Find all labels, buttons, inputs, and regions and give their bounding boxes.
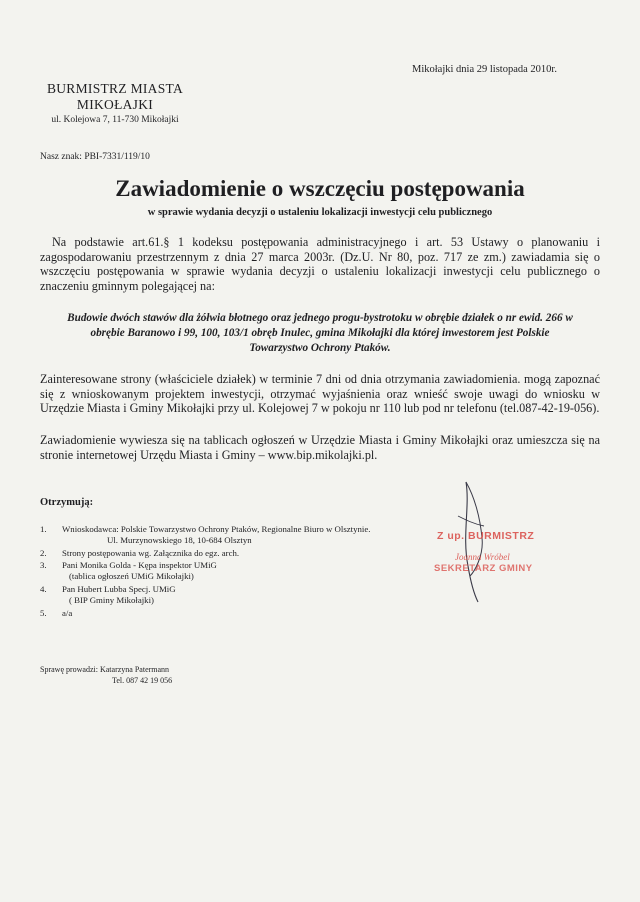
document-subtitle: w sprawie wydania decyzji o ustaleniu lokalizacji inwestycji celu publicznego (147, 207, 493, 218)
document-date: Mikołajki dnia 29 listopada 2010r. (412, 64, 557, 75)
list-item-text: Pan Hubert Lubba Specj. UMiG (62, 583, 176, 594)
list-item-number: 5. (40, 607, 47, 618)
prepared-by-name: Sprawę prowadzi: Katarzyna Patermann (40, 665, 170, 674)
list-item-text: Pani Monika Golda - Kępa inspektor UMiG (62, 560, 217, 571)
list-item-number: 4. (40, 583, 47, 594)
list-item-subtext: ( BIP Gminy Mikołajki) (69, 594, 154, 605)
list-item-number: 3. (40, 560, 47, 571)
publication-paragraph: Zawiadomienie wywiesza się na tablicach ogłoszeń w Urzędzie Miasta i Gminy Mikołajki oraz umieszcza się na stronie internetowej Urzędu Miasta i Gminy – www.bip.mikolajki.pl. (40, 433, 600, 462)
list-item-text: Strony postępowania wg. Załącznika do egz. arch. (62, 547, 240, 558)
reference-number: Nasz znak: PBI-7331/119/10 (40, 152, 150, 162)
list-item-number: 2. (40, 547, 47, 558)
prepared-by-phone: Tel. 087 42 19 056 (112, 676, 173, 685)
list-item-text: Wnioskodawca: Polskie Towarzystwo Ochrony Ptaków, Regionalne Biuro w Olsztynie. (62, 524, 371, 534)
stamp-title: SEKRETARZ GMINY (434, 563, 533, 574)
list-item-text: a/a (62, 607, 73, 618)
issuer-address: ul. Kolejowa 7, 11-730 Mikołajki (51, 115, 179, 125)
stamp-signatory: Joanna Wróbel (455, 552, 510, 562)
list-item (40, 548, 380, 559)
recipients-list (40, 524, 380, 620)
prepared-by (40, 664, 172, 686)
list-item (40, 608, 380, 619)
recipients-heading: Otrzymują: (40, 497, 94, 508)
issuer-name (40, 81, 190, 113)
investment-subject: Budowie dwóch stawów dla żółwia błotnego oraz jednego progu-bystrotoku w obrębie działek o nr ewid. 266 w obrębie Baranowo i 99, 100, 103/1 obręb Inulec, gmina Mikołajki dla której inwestorem jest Polskie Towarzystwo Ochrony Ptaków. (67, 312, 573, 354)
list-item-subtext: Ul. Murzynowskiego 18, 10-684 Olsztyn (107, 534, 252, 545)
parties-paragraph: Zainteresowane strony (właściciele działek) w terminie 7 dni od dnia otrzymania zawiadomienia. mogą zapoznać się z wnioskowanym projektem inwestycji, otrzymać wyjaśnienia oraz wnieść swoje uwagi do wniosku w Urzędzie Miasta i Gminy Mikołajki przy ul. Kolejowej 7 w pokoju nr 110 lub pod nr telefonu (tel.087-42-19-056). (40, 372, 600, 416)
issuer-name-line1: BURMISTRZ MIASTA (46, 81, 184, 96)
list-item (40, 584, 380, 606)
legal-basis-paragraph: Na podstawie art.61.§ 1 kodeksu postępowania administracyjnego i art. 53 Ustawy o planowaniu i zagospodarowaniu przestrzennym z dnia 27 marca 2003r. (Dz.U. Nr 80, poz. 717 ze zm.) zawiadamia się o wszczęciu postępowania w sprawie wydania decyzji o ustaleniu lokalizacji inwestycji celu publicznego o znaczeniu gminnym polegającej na: (40, 235, 600, 293)
list-item-subtext: (tablica ogłoszeń UMiG Mikołajki) (69, 571, 194, 582)
list-item-number: 1. (40, 524, 47, 534)
document-title: Zawiadomienie o wszczęciu postępowania (115, 176, 525, 201)
issuer-name-line2: MIKOŁAJKI (76, 97, 154, 112)
list-item (40, 524, 380, 546)
stamp-authority: Z up. BURMISTRZ (437, 530, 535, 542)
list-item (40, 560, 380, 582)
